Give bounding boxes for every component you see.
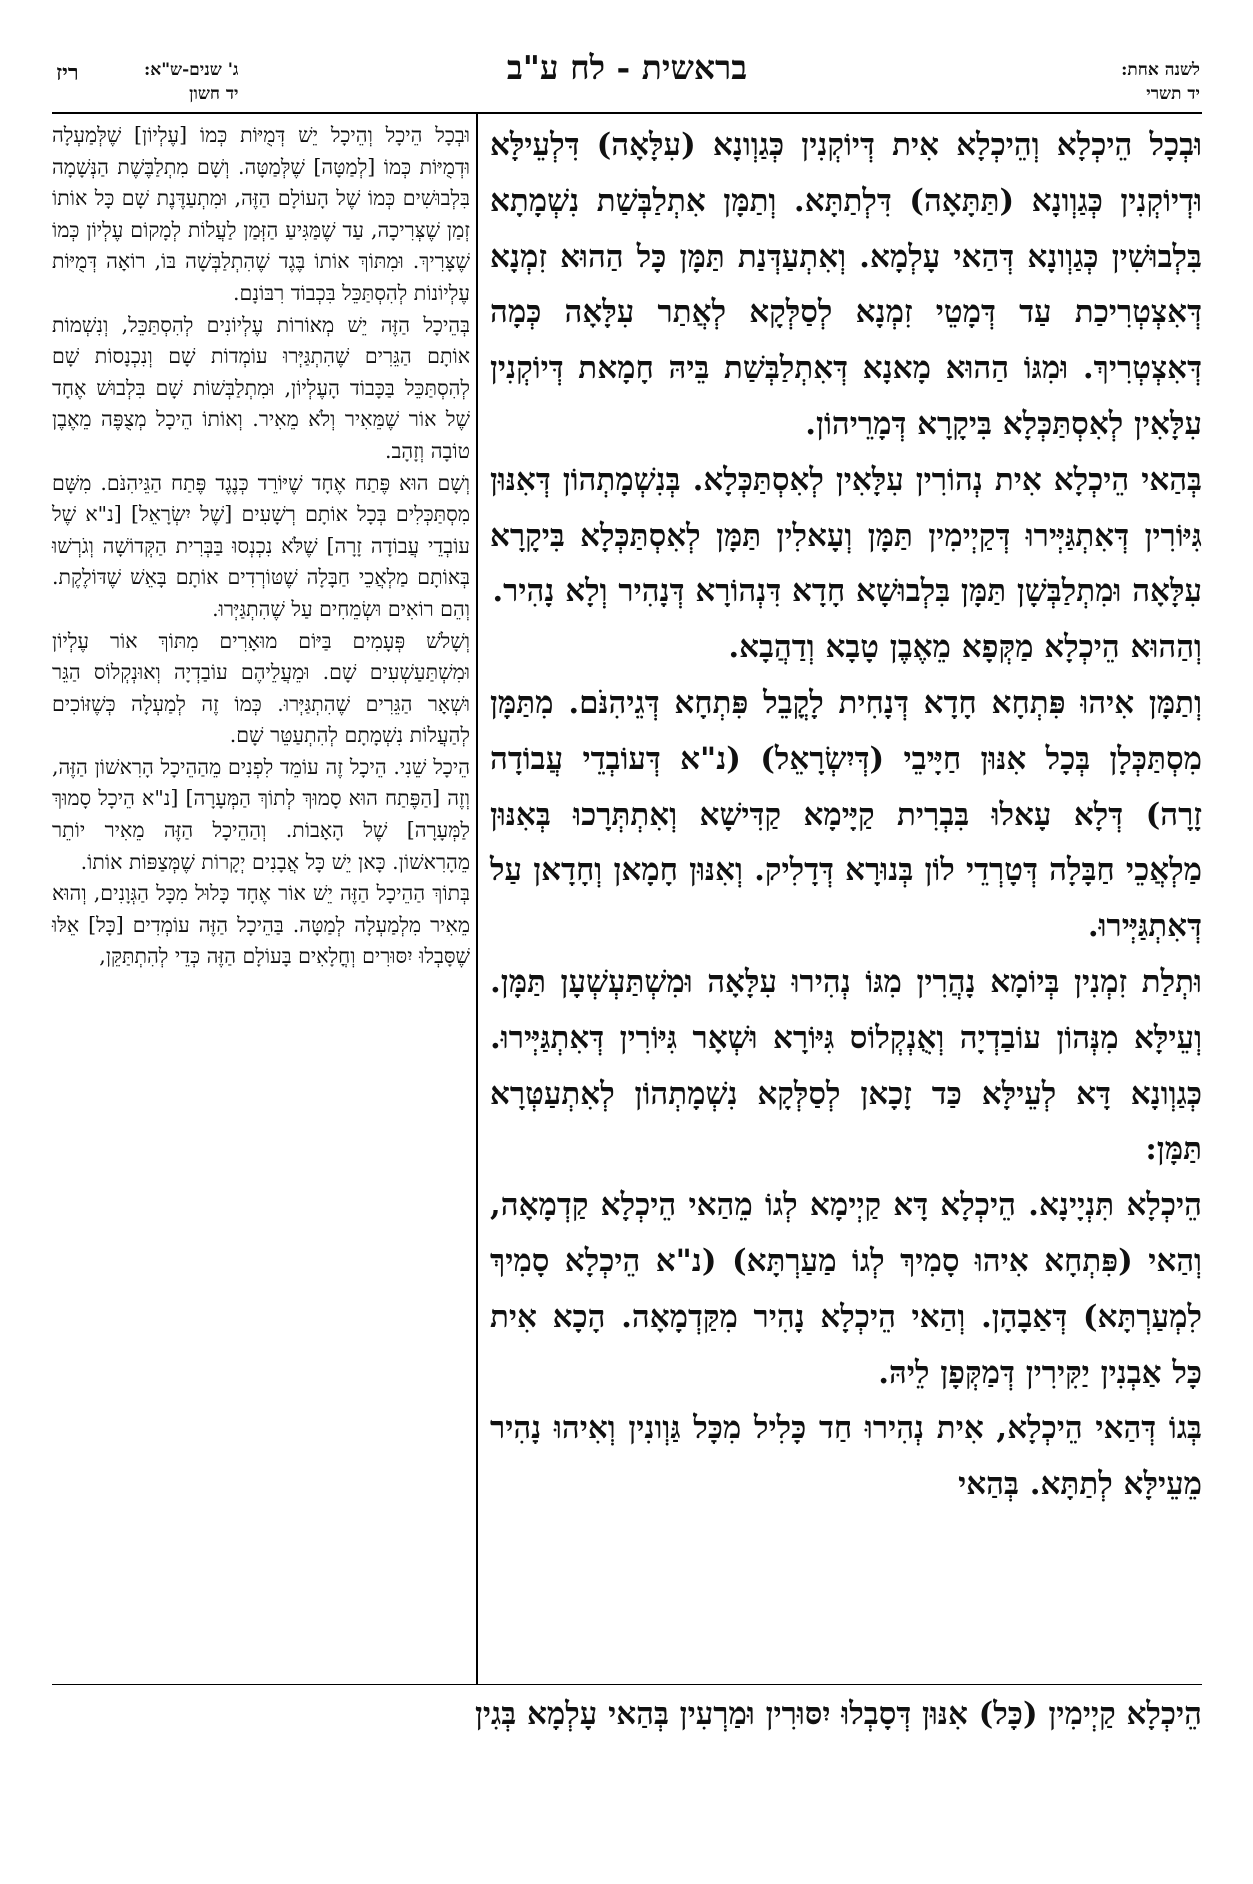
date-one-year: יד תשרי	[1146, 84, 1200, 104]
side-paragraph: בְּהֵיכָל הַזֶּה יֵשׁ מְאוֹרוֹת עֶלְיוֹנִים לְהִסְתַּכֵּל, וְנִשְׁמוֹת אוֹתָם הַגֵּרִים שֶׁהִתְגַּיְּרוּ עוֹמְדוֹת שָׁם וְנִכְנָסוֹת שָׁם לְהִסְתַּכֵּל בַּכָּבוֹד הָעֶלְיוֹן, וּמִתְלַבְּשׁוֹת שָׁם בִּלְבוּשׁ אֶחָד שֶׁל אוֹר שֶׁמֵּאִיר וְלֹא מֵאִיר. וְאוֹתוֹ הֵיכָל מְצֻפֶּה מֵאֶבֶן טוֹבָה וְזָהָב.	[52, 312, 470, 463]
side-column-hebrew-translation	[52, 120, 470, 973]
side-paragraph: וְשָׁם הוּא פֶּתַח אֶחָד שֶׁיּוֹרֵד כְּנֶגֶד פֶּתַח הַגֵּיהִנֹּם. מִשָּׁם מִסְתַּכְּלִים בְּכָל אוֹתָם רְשָׁעִים [שֶׁל יִשְׂרָאֵל] [נ"א שֶׁל עוֹבְדֵי עֲבוֹדָה זָרָה] שֶׁלֹּא נִכְנְסוּ בַּבְּרִית הַקְּדוֹשָׁה וְגֹרְשׁוּ בְּאוֹתָם מַלְאֲכֵי חַבָּלָה שֶׁטּוֹרְדִים אוֹתָם בָּאֵשׁ שֶׁדּוֹלֶקֶת. וְהֵם רוֹאִים וּשְׂמֵחִים עַל שֶׁהִתְגַּיְּרוּ.	[52, 470, 470, 621]
page-title: בראשית - לח ע"ב	[506, 48, 748, 87]
main-paragraph: וּבְכָל הֵיכְלָא וְהֵיכְלָא אִית דְּיוֹקְנִין כְּגַוְונָא (עִלָּאָה) דִּלְעֵילָּא וּדְיוֹקְנִין כְּגַוְונָא (תַּתָּאָה) דִּלְתַתָּא. וְתַמָּן אִתְלַבְּשַׁת נִשְׁמָתָא בִּלְבוּשִׁין כְּגַוְונָא דְּהַאי עָלְמָא. וְאִתְעַדְּנַת תַּמָּן כָּל הַהוּא זִמְנָא דְּאִצְטְרִיכַת עַד דְּמָטֵי זִמְנָא לְסַלְּקָא לְאֲתַר עִלָּאָה כְּמָה דְּאִצְטְרִיךְ. וּמִגּוֹ הַהוּא מָאנָא דְּאִתְלַבְּשַׁת בֵּיהּ חָמָאת דְּיוֹקְנִין עִלָּאִין לְאִסְתַּכְּלָא בִּיקָרָא דְּמָרֵיהוֹן.	[490, 127, 1202, 442]
side-paragraph: וּבְכָל הֵיכָל וְהֵיכָל יֵשׁ דְּמֻיּוֹת כְּמוֹ [עֶלְיוֹן] שֶׁלְּמַעְלָה וּדְמֻיּוֹת כְּמוֹ [לְמַטָּה] שֶׁלְּמַטָּה. וְשָׁם מִתְלַבֶּשֶׁת הַנְּשָׁמָה בִּלְבוּשִׁים כְּמוֹ שֶׁל הָעוֹלָם הַזֶּה, וּמִתְעַדֶּנֶת שָׁם כָּל אוֹתוֹ זְמַן שֶׁצְּרִיכָה, עַד שֶׁמַּגִּיעַ הַזְּמַן לַעֲלוֹת לְמָקוֹם עֶלְיוֹן כְּמוֹ שֶׁצָּרִיךְ. וּמִתּוֹךְ אוֹתוֹ בֶּגֶד שֶׁהִתְלַבְּשָׁה בּוֹ, רוֹאָה דְּמֻיּוֹת עֶלְיוֹנוֹת לְהִסְתַּכֵּל בִּכְבוֹד רִבּוֹנָם.	[52, 123, 470, 305]
bottom-fullwidth-line	[52, 1686, 1202, 1742]
page-header	[52, 48, 1202, 110]
side-paragraph: וְשָׁלֹשׁ פְּעָמִים בַּיּוֹם מוּאָרִים מִתּוֹךְ אוֹר עֶלְיוֹן וּמִשְׁתַּעַשְׁעִים שָׁם. וּמֵעֲלֵיהֶם עוֹבַדְיָה וְאוּנְקְלוֹס הַגֵּר וּשְׁאָר הַגֵּרִים שֶׁהִתְגַּיְּרוּ. כְּמוֹ זֶה לְמַעְלָה כְּשֶׁזּוֹכִים לְהַעֲלוֹת נִשְׁמָתָם לְהִתְעַטֵּר שָׁם.	[52, 628, 470, 748]
schedule-three-years: ג' שנים-ש"א:	[144, 60, 239, 80]
side-paragraph: בְּתוֹךְ הַהֵיכָל הַזֶּה יֵשׁ אוֹר אֶחָד כָּלוּל מִכָּל הַגְּוָנִים, וְהוּא מֵאִיר מִלְמַעְלָה לְמַטָּה. בַּהֵיכָל הַזֶּה עוֹמְדִים [כָּל] אֵלּוּ שֶׁסָּבְלוּ יִסּוּרִים וְחֳלָאִים בָּעוֹלָם הַזֶּה כְּדֵי לְהִתְתַּקֵּן,	[52, 881, 470, 969]
main-paragraph: וְתַמָּן אִיהוּ פִּתְחָא חָדָא דְּנָחִית לָקֳבֵל פִּתְחָא דְּגֵיהִנֹּם. מִתַּמָּן מִסְתַּכְּלָן בְּכָל אִנּוּן חַיָּיבֵי (דְּיִשְׂרָאֵל) (נ"א דְּעוֹבְדֵי עֲבוֹדָה זָרָה) דְּלָא עָאלוּ בִּבְרִית קַיָּימָא קַדִּישָׁא וְאִתְתְּרָכוּ בְּאִנּוּן מַלְאֲכֵי חַבָּלָה דְּטָרְדֵי לוֹן בְּנוּרָא דְּדָלִיק. וְאִנּוּן חָמָאן וְחָדָאן עַל דְּאִתְגַּיְּירוּ.	[490, 684, 1202, 945]
header-divider	[52, 112, 1202, 114]
main-column-aramaic	[490, 118, 1202, 1513]
main-paragraph: וְהַהוּא הֵיכְלָא מַקְּפָא מֵאֶבֶן טָבָא וְדַהֲבָא.	[728, 629, 1202, 666]
side-paragraph: הֵיכָל שֵׁנִי. הֵיכָל זֶה עוֹמֵד לִפְנִים מֵהַהֵיכָל הָרִאשׁוֹן הַזֶּה, וְזֶה [הַפֶּתַח הוּא סָמוּךְ לְתוֹךְ הַמְּעָרָה] [נ"א הֵיכָל סָמוּךְ לַמְּעָרָה] שֶׁל הָאָבוֹת. וְהַהֵיכָל הַזֶּה מֵאִיר יוֹתֵר מֵהָרִאשׁוֹן. כָּאן יֵשׁ כָּל אֲבָנִים יְקָרוֹת שֶׁמְּצַפּוֹת אוֹתוֹ.	[52, 754, 470, 874]
main-paragraph: הֵיכְלָא תִּנְיָינָא. הֵיכְלָא דָּא קַיְימָא לְגוֹ מֵהַאי הֵיכְלָא קַדְמָאָה, וְהַאי (פִּתְחָא אִיהוּ סָמִיךְ לְגוֹ מַעַרְתָּא) (נ"א הֵיכְלָא סָמִיךְ לִמְעַרְתָּא) דְּאַבָהָן. וְהַאי הֵיכְלָא נָהִיר מִקַּדְמָאָה. הָכָא אִית כָּל אַבְנִין יַקִּירִין דְּמַקְּפָן לֵיהּ.	[490, 1187, 1202, 1391]
schedule-one-year: לשנה אחת:	[1121, 60, 1200, 80]
date-three-years: יד חשון	[189, 84, 239, 104]
page	[52, 48, 1202, 1854]
bottom-paragraph: הֵיכְלָא קַיְימִין (כָּל) אִנּוּן דְּסָבְלוּ יִסּוּרִין וּמַרְעִין בְּהַאי עָלְמָא בְּגִין	[474, 1696, 1202, 1732]
column-divider	[476, 114, 478, 1684]
main-paragraph: בְּהַאי הֵיכְלָא אִית נְהוֹרִין עִלָּאִין לְאִסְתַּכְּלָא. בְּנִשְׁמָתְהוֹן דְּאִנּוּן גִּיּוֹרִין דְּאִתְגַּיְּירוּ דְּקַיְימִין תַּמָּן וְעָאלִין תַּמָּן לְאִסְתַּכְּלָא בִּיקָרָא עִלָּאָה וּמִתְלַבְּשָׁן תַּמָּן בִּלְבוּשָׁא חָדָא דִּנְהוֹרָא דְּנָהִיר וְלָא נָהִיר.	[490, 461, 1202, 610]
main-paragraph: וּתְלַת זִמְנִין בְּיוֹמָא נָהֲרִין מִגּוֹ נְהִירוּ עִלָּאָה וּמִשְׁתַּעְשְׁעָן תַּמָּן. וְעֵילָּא מִנְּהוֹן עוֹבַדְיָה וְאֻנְקְלוֹס גִּיּוֹרָא וּשְׁאָר גִּיּוֹרִין דְּאִתְגַּיְּירוּ. כְּגַוְונָא דָּא לְעֵילָּא כַּד זָכָאן לְסַלְּקָא נִשְׁמָתְהוֹן לְאִתְעַטְּרָא תַּמָּן:	[490, 963, 1202, 1168]
left-header-block	[144, 58, 239, 106]
page-number: ריז	[56, 60, 79, 86]
bottom-divider	[52, 1684, 1202, 1685]
main-paragraph: בְּגוֹ דְּהַאי הֵיכְלָא, אִית נְהִירוּ חַד כָּלִיל מִכָּל גַּוְונִין וְאִיהוּ נָהִיר מֵעֵילָּא לְתַתָּא. בְּהַאי	[490, 1410, 1202, 1503]
